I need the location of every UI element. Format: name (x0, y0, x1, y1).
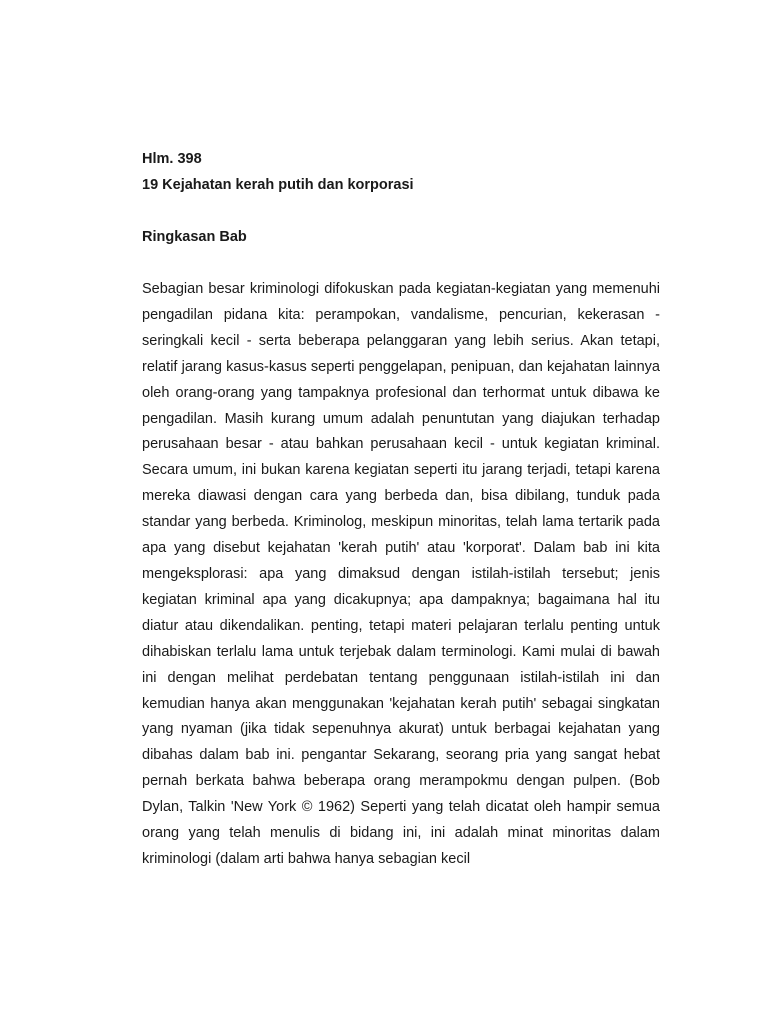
header-block (142, 146, 662, 198)
chapter-title: 19 Kejahatan kerah putih dan korporasi (142, 177, 414, 193)
section-title: Ringkasan Bab (142, 229, 247, 245)
page-reference: Hlm. 398 (142, 151, 202, 167)
body-paragraph: Sebagian besar kriminologi difokuskan pada kegiatan-kegiatan yang memenuhi pengadilan pidana kita: perampokan, vandalisme, pencurian, kekerasan - seringkali kecil - serta beberapa pelanggaran yang lebih serius. Akan tetapi, relatif jarang kasus-kasus seperti penggelapan, penipuan, dan kejahatan lainnya oleh orang-orang yang tampaknya profesional dan terhormat untuk dibawa ke pengadilan. Masih kurang umum adalah penuntutan yang diajukan terhadap perusahaan besar - atau bahkan perusahaan kecil - untuk kegiatan kriminal. Secara umum, ini bukan karena kegiatan seperti itu jarang terjadi, tetapi karena mereka diawasi dengan cara yang berbeda dan, bisa dibilang, tunduk pada standar yang berbeda. Kriminolog, meskipun minoritas, telah lama tertarik pada apa yang disebut kejahatan 'kerah putih' atau 'korporat'. Dalam bab ini kita mengeksplorasi: apa yang dimaksud dengan istilah-istilah tersebut; jenis kegiatan kriminal apa yang dicakupnya; apa dampaknya; bagaimana hal itu diatur atau dikendalikan. penting, tetapi materi pelajaran terlalu penting untuk dihabiskan terlalu lama untuk terjebak dalam terminologi. Kami mulai di bawah ini dengan melihat perdebatan tentang penggunaan istilah-istilah ini dan kemudian hanya akan menggunakan 'kejahatan kerah putih' sebagai singkatan yang nyaman (jika tidak sepenuhnya akurat) untuk berbagai kejahatan yang dibahas dalam bab ini. pengantar Sekarang, seorang pria yang sangat hebat pernah berkata bahwa beberapa orang merampokmu dengan pulpen. (Bob Dylan, Talkin 'New York © 1962) Seperti yang telah dicatat oleh hampir semua orang yang telah menulis di bidang ini, ini adalah minat minoritas dalam kriminologi (dalam arti bahwa hanya sebagian kecil (142, 281, 660, 867)
